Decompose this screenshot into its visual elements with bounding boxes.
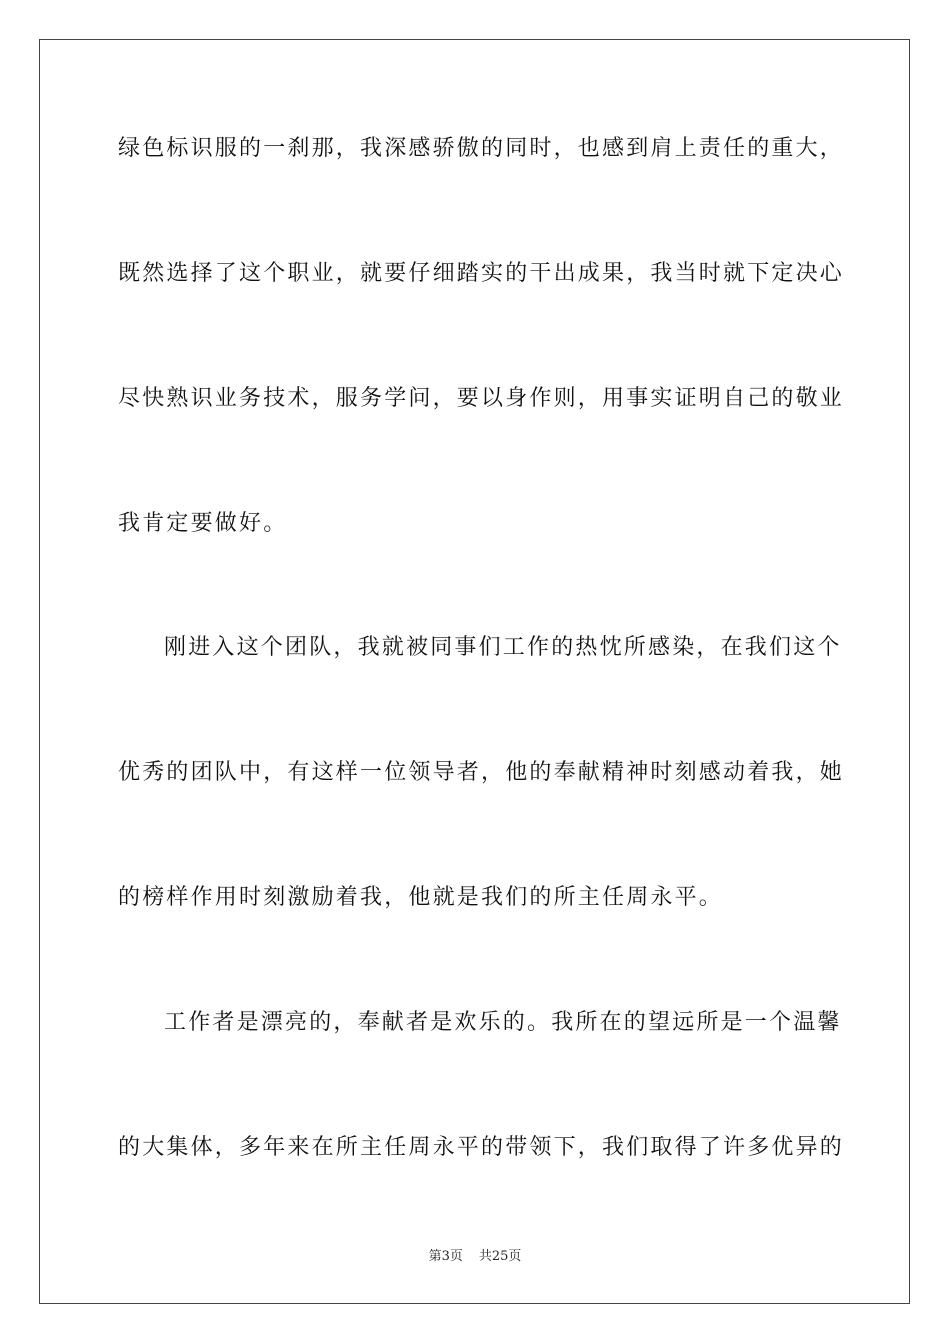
page-number: 第3页	[428, 1249, 463, 1264]
text-line-3: 尽快熟识业务技术，服务学问，要以身作则，用事实证明自己的敬业	[118, 386, 845, 411]
page-footer	[0, 1248, 950, 1266]
text-line-9: 的大集体，多年来在所主任周永平的带领下，我们取得了许多优异的	[118, 1135, 845, 1160]
text-line-8: 工作者是漂亮的，奉献者是欢乐的。我所在的望远所是一个温馨	[164, 1010, 842, 1035]
text-line-7: 的榜样作用时刻激励着我，他就是我们的所主任周永平。	[118, 885, 724, 910]
total-pages: 共25页	[478, 1249, 522, 1264]
text-line-2: 既然选择了这个职业，就要仔细踏实的干出成果，我当时就下定决心	[118, 261, 845, 286]
text-line-4: 我肯定要做好。	[118, 511, 288, 536]
page-border	[39, 39, 910, 1304]
text-line-5: 刚进入这个团队，我就被同事们工作的热忱所感染，在我们这个	[164, 635, 842, 660]
text-line-6: 优秀的团队中，有这样一位领导者，他的奉献精神时刻感动着我，她	[118, 760, 845, 785]
text-line-1: 绿色标识服的一刹那，我深感骄傲的同时，也感到肩上责任的重大，	[118, 136, 845, 161]
